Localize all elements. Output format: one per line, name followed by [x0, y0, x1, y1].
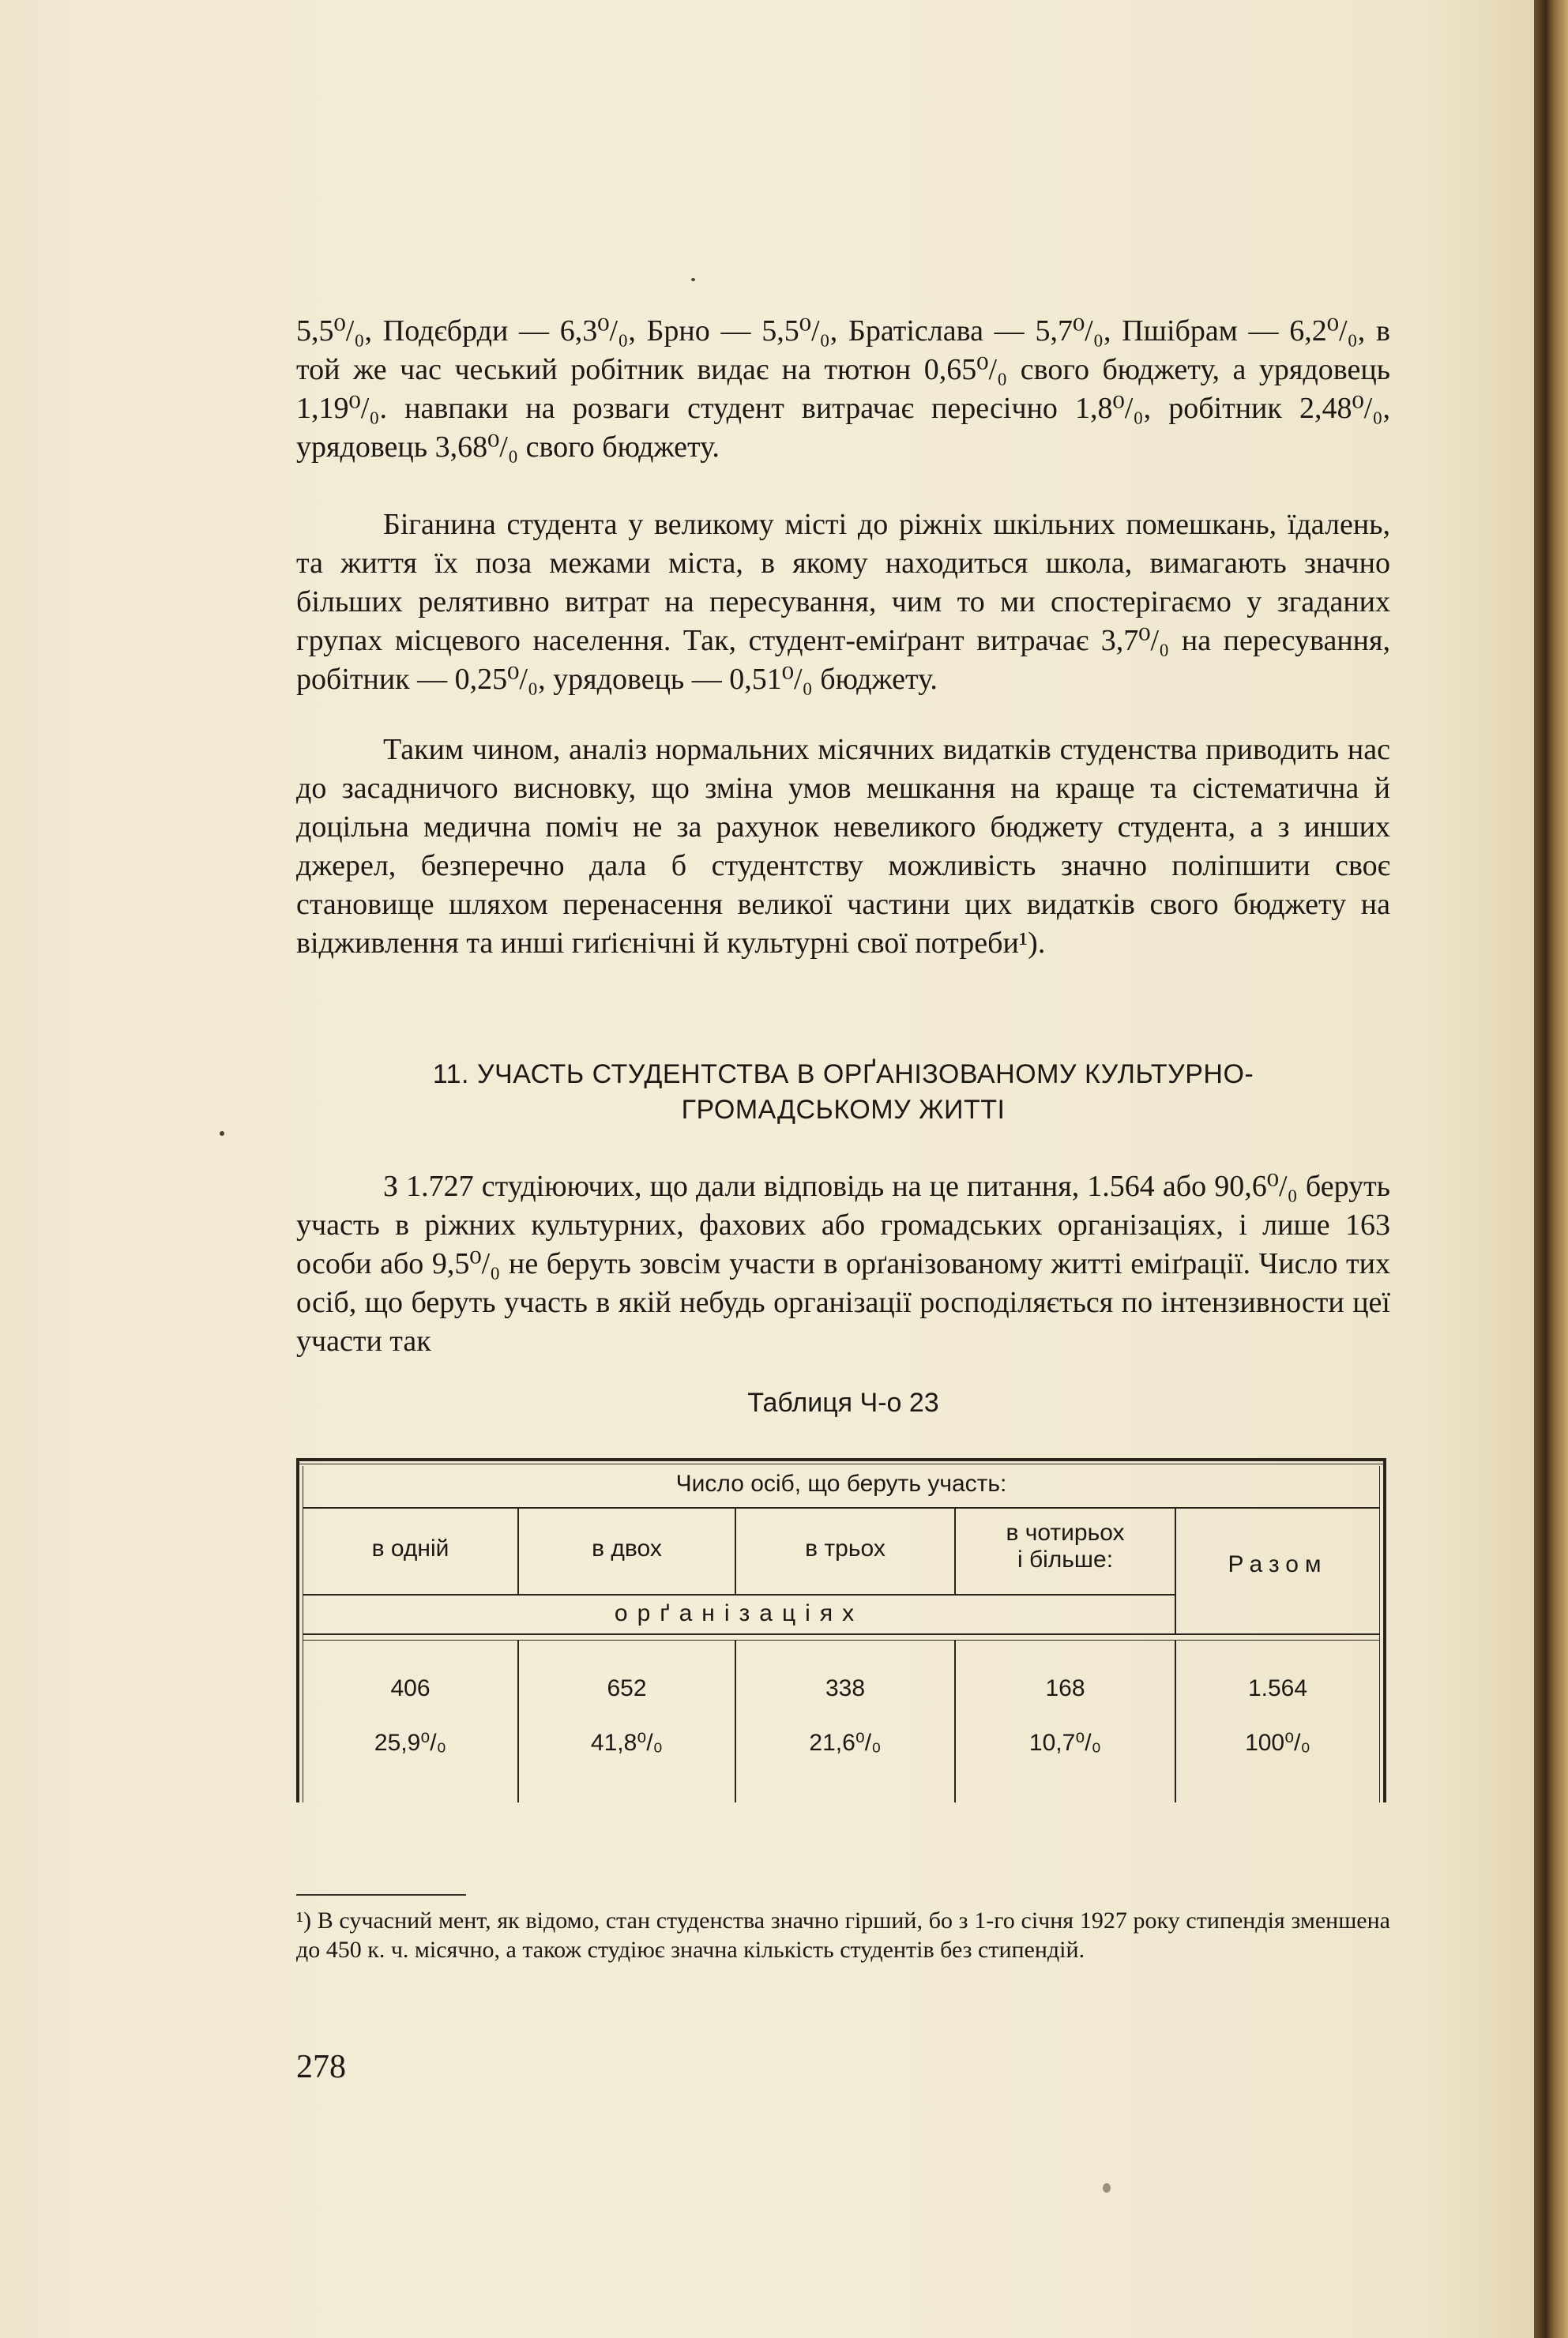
paragraph-text: Таким чином, аналіз нормальних місячних видатків студенства приводить нас до засадничого висновку, що зміна умов мешкання на краще та сістематична й доцільна медична поміч не за рахунок невеликого бюджету студента, а з инших джерел, безперечно дала б студентству можливість значно поліпшити своє становище шляхом перенасення великої частини цих видатків свого бюджету на відживлення та инші гиґієнічні й культурні свої потреби¹). [296, 733, 1390, 960]
paragraph-transport [296, 506, 1390, 699]
print-speck [691, 278, 695, 281]
cell-percent-three: 21,6⁰/₀ [809, 1730, 882, 1756]
paragraph-text: З 1.727 студіюючих, що дали відповідь на це питання, 1.564 або 90,6⁰/₀ беруть участь в ріжних культурних, фахових або громадських організаціях, і лише 163 особи або 9,5⁰/₀ не беруть зовсім участи в орґанізованому житті еміґрації. Число тих осіб, що беруть участь в якій небудь організації росподіляється по інтензивности цеї участи так [296, 1170, 1390, 1358]
cell-count-one: 406 [390, 1675, 431, 1701]
book-spine-edge [1534, 0, 1568, 2338]
paragraph-conclusion [296, 731, 1390, 963]
section-heading [296, 1057, 1390, 1128]
footnote-divider [296, 1894, 466, 1896]
page-number: 278 [296, 2049, 346, 2085]
cell-percent-one: 25,9⁰/₀ [374, 1730, 447, 1756]
cell-percent-two: 41,8⁰/₀ [590, 1730, 664, 1756]
cell-count-four: 168 [1045, 1675, 1085, 1701]
footnote: ¹) В сучасний мент, як відомо, стан студенства значно гірший, бо з 1-го січня 1927 року стипендія зменшена до 450 к. ч. місячно, а також студіює значна кількість студентів без стипендій. [296, 1908, 1390, 1963]
column-header-three: в трьох [805, 1535, 886, 1562]
column-header-one: в одній [371, 1535, 449, 1562]
section-heading-line-2: ГРОМАДСЬКОМУ ЖИТТІ [681, 1095, 1006, 1125]
paragraph-text: Біганина студента у великому місті до ріжніх шкільних помешкань, їдалень, та життя їх поза межами міста, в якому находиться школа, вимагають значно більших релятивно витрат на пересування, чим то ми спостерігаємо у згаданих групах місцевого населення. Так, студент-еміґрант витрачає 3,7⁰/₀ на пересування, робітник — 0,25⁰/₀, урядовець — 0,51⁰/₀ бюджету. [296, 508, 1390, 696]
print-speck [220, 1131, 224, 1136]
table-sub-header: орґанізаціях [614, 1600, 864, 1626]
cell-percent-total: 100⁰/₀ [1245, 1730, 1310, 1756]
participation-table [296, 1458, 1386, 1802]
column-header-total: Разом [1228, 1551, 1328, 1577]
cell-percent-four: 10,7⁰/₀ [1028, 1730, 1102, 1756]
paragraph-participation [296, 1167, 1390, 1361]
table-caption: Таблиця Ч-о 23 [747, 1388, 939, 1418]
cell-count-total: 1.564 [1247, 1675, 1308, 1701]
paragraph-expenses-tobacco [296, 312, 1390, 467]
column-header-four: в чотирьох і більше: [1006, 1520, 1125, 1573]
table-group-header: Число осіб, що беруть участь: [675, 1471, 1007, 1497]
section-heading-line-1: 11. УЧАСТЬ СТУДЕНТСТВА В ОРҐАНІЗОВАНОМУ КУЛЬТУРНО- [432, 1059, 1254, 1089]
column-header-two: в двох [592, 1535, 662, 1562]
cell-count-two: 652 [607, 1675, 647, 1701]
print-speck [1103, 2183, 1111, 2193]
paragraph-text: 5,5⁰/₀, Подєбрди — 6,3⁰/₀, Брно — 5,5⁰/₀, Братіслава — 5,7⁰/₀, Пшібрам — 6,2⁰/₀, в той же час чеський робітник видає на тютюн 0,65⁰/₀ свого бюджету, а урядовець 1,19⁰/₀. навпаки на розваги студент витрачає пересічно 1,8⁰/₀, робітник 2,48⁰/₀, урядовець 3,68⁰/₀ свого бюджету. [296, 314, 1390, 464]
cell-count-three: 338 [825, 1675, 866, 1701]
